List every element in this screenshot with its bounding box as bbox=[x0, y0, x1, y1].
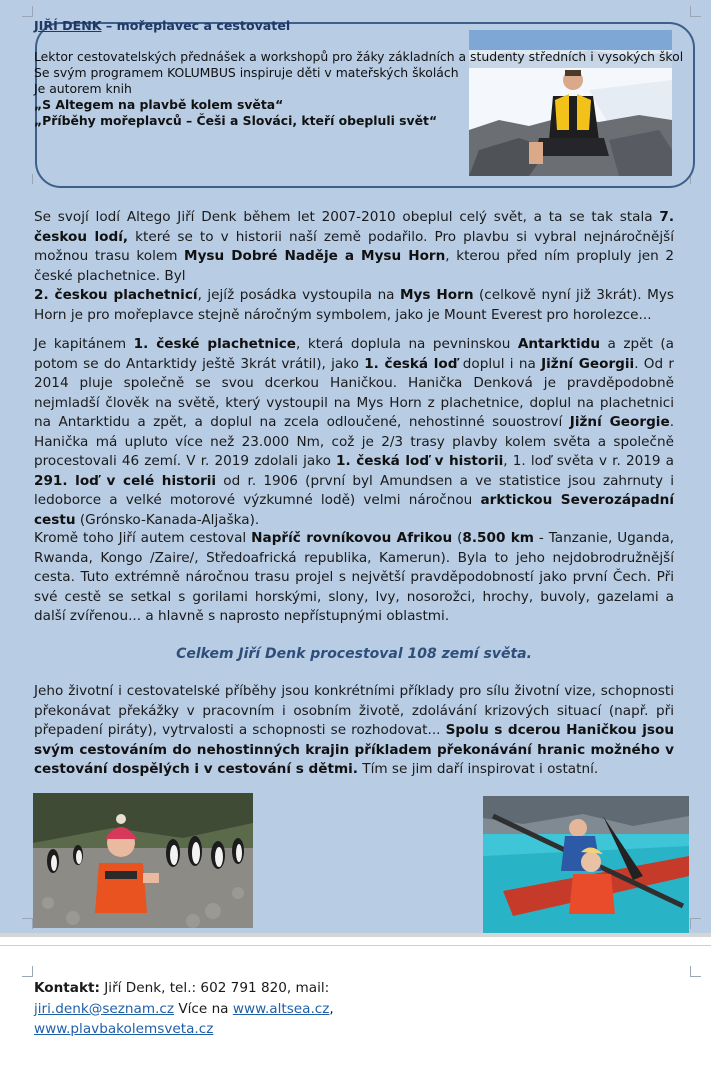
crop-mark-page2-right bbox=[690, 966, 701, 977]
p2-bold-3: 1. česká loď bbox=[364, 355, 458, 372]
crop-mark-top-right bbox=[690, 6, 701, 17]
header-book-2: „Příběhy mořeplavců – Češi a Slováci, kteří obepluli svět“ bbox=[34, 113, 438, 128]
paragraph-circumnavigation bbox=[34, 208, 674, 325]
summary-countries: Celkem Jiří Denk procestoval 108 zemí světa. bbox=[176, 646, 532, 662]
header-title-rest: mořeplavec a cestovatel bbox=[116, 18, 291, 33]
p2-bold-6: 1. česká loď v historii bbox=[336, 453, 504, 469]
header-title-name: JIŘÍ DENK bbox=[34, 18, 102, 33]
paragraph-africa bbox=[34, 529, 674, 627]
p2-bold-4: Jižní Georgii bbox=[541, 355, 635, 372]
crop-mark-right-1 bbox=[690, 174, 701, 184]
crop-mark-page2-left bbox=[22, 966, 33, 977]
header-line-program: Se svým programem KOLUMBUS inspiruje děti v mateřských školách bbox=[34, 65, 459, 80]
crop-mark-bottom-right bbox=[690, 918, 701, 929]
p3-text-2: ( bbox=[452, 530, 463, 546]
p4-bold-1: Spolu s dcerou Haničkou jsou svým cestováním do nehostinných krajin příkladem překonávání hranic možného v cestování dospělých i v cestování s dětmi. bbox=[34, 722, 674, 777]
contact-comma: , bbox=[329, 1000, 334, 1017]
photo-kayaking-image bbox=[483, 796, 689, 933]
p2-text-2: , která doplula na pevninskou bbox=[296, 336, 518, 352]
contact-website-plavba-link[interactable]: www.plavbakolemsveta.cz bbox=[34, 1021, 214, 1037]
p2-text-3: a zpět (a potom se do Antarktidy ještě 3krát vrátil), jako bbox=[34, 336, 675, 372]
header-title bbox=[34, 18, 704, 34]
p2-bold-1: 1. české plachetnice bbox=[133, 336, 297, 352]
p2-text-6: . Hanička má upluto více než 23.000 Nm, což je 2/3 trasy plavby kolem světa a společně procestovali 46 zemí. V r. 2019 zdolali jako bbox=[34, 414, 675, 469]
p1-text-2: které se to v historii naší země podařilo. Pro plavbu si vybral nejnáročnější možnou trasu kolem bbox=[34, 228, 674, 264]
p1-bold-2: Mysu Dobré Naděje a Mysu Horn bbox=[184, 248, 446, 264]
p4-text-1: Jeho životní i cestovatelské příběhy jsou konkrétními příklady pro sílu životní vize, schopnosti překonávat překážky v pracovním i osobním životě, zdolávání krizových situací (např. při přepadení piráty), vytrvalosti a schopnosti se rozhodovat... bbox=[34, 683, 674, 738]
contact-line-3 bbox=[34, 1019, 674, 1040]
p2-text-4: doplul i na bbox=[457, 355, 542, 372]
p1-bold-3: 2. českou plachetnicí bbox=[34, 287, 198, 303]
photo-child-penguins bbox=[33, 793, 253, 928]
header-title-dash: – bbox=[101, 18, 117, 33]
contact-email-link[interactable]: jiri.denk@seznam.cz bbox=[34, 1000, 175, 1017]
p1-text-5: (celkově nyní již 3krát). Mys Horn je pro mořeplavce stejně náročným symbolem, jako je Mount Everest pro horolezce... bbox=[34, 287, 674, 323]
page-break-line bbox=[0, 945, 711, 946]
contact-name-phone: Jiří Denk, tel.: 602 791 820, mail: bbox=[99, 980, 330, 996]
p1-bold-4: Mys Horn bbox=[400, 287, 474, 303]
contact-line-2 bbox=[34, 999, 674, 1020]
p3-text-3: - Tanzanie, Uganda, Rwanda, Kongo /Zaire/, Středoafrická republika, Kamerun). Byla to jeho nejdobrodružnější cesta. Tuto extrémně náročnou trasu projel s největší pravděpodobností jako první Čech. Při své cestě se setkal s gorilami horskými, slony, lvy, nosorožci, hrochy, buvoly, gazelami a další zvířenou... a hlavně s naprosto nepřístupnými oblastmi. bbox=[34, 530, 675, 624]
contact-more-text: Více na bbox=[174, 1000, 233, 1017]
p2-text-1: Je kapitánem bbox=[34, 336, 134, 352]
header-text-block bbox=[34, 18, 704, 129]
p3-bold-1: Napříč rovníkovou Afrikou bbox=[251, 530, 453, 546]
p2-bold-7: 291. loď v celé historii bbox=[34, 472, 217, 489]
p3-text-1: Kromě toho Jiří autem cestoval bbox=[34, 530, 252, 546]
p2-bold-5: Jižní Georgie bbox=[569, 414, 670, 430]
contact-line-1 bbox=[34, 978, 674, 999]
p3-bold-2: 8.500 km bbox=[462, 530, 534, 546]
page-break-band bbox=[0, 933, 711, 937]
crop-mark-top-left bbox=[22, 6, 33, 17]
p1-bold-1: 7. českou lodí, bbox=[34, 209, 674, 245]
p2-bold-2: Antarktidu bbox=[517, 336, 601, 352]
header-line-lecturer: Lektor cestovatelských přednášek a workshopů pro žáky základních a studenty středních i vysokých škol bbox=[34, 49, 684, 64]
contact-label: Kontakt: bbox=[34, 980, 100, 996]
p2-text-5: . Od r 2014 pluje společně se svou dcerkou Haničkou. Hanička Denková je pravděpodobně nejmladší člověk na světě, který vystoupil na Mys Horn z plachetnice, doplul na plachetnici na Antarktidu a zpět, a doplul na zcela odloučené, nehostinné souostroví bbox=[34, 355, 674, 430]
p1-text-1: Se svojí lodí Altego Jiří Denk během let 2007-2010 obeplul celý svět, a ta se tak stala bbox=[34, 209, 660, 225]
crop-mark-bottom-left bbox=[22, 918, 33, 929]
photo-child-penguins-image bbox=[33, 793, 253, 928]
crop-mark-left-1 bbox=[22, 174, 33, 184]
p2-text-9: (Grónsko-Kanada-Aljaška). bbox=[75, 511, 260, 528]
p2-text-7: , 1. loď světa v r. 2019 a bbox=[503, 453, 675, 469]
p4-text-2: Tím se jim daří inspirovat i ostatní. bbox=[357, 761, 599, 777]
contact-website-altsea-link[interactable]: www.altsea.cz bbox=[232, 1000, 330, 1017]
p2-bold-8: arktickou Severozápadní cestu bbox=[34, 492, 675, 528]
p1-text-4: , jejíž posádka vystoupila na bbox=[197, 287, 401, 303]
p1-text-3: , kterou před ním propluly jen 2 české plachetnice. Byl bbox=[34, 248, 674, 284]
paragraph-inspiration bbox=[34, 682, 674, 780]
photo-kayaking bbox=[483, 796, 689, 933]
p2-text-8: od r. 1906 (první byl Amundsen a ve statistice jsou zahrnuty i ledoborce a velké motorové výzkumné lodě) velmi náročnou bbox=[34, 472, 674, 508]
contact-block bbox=[34, 978, 674, 1040]
header-line-author: Je autorem knih bbox=[34, 81, 132, 96]
paragraph-antarctica bbox=[34, 335, 674, 530]
header-book-1: „S Altegem na plavbě kolem světa“ bbox=[34, 97, 284, 112]
